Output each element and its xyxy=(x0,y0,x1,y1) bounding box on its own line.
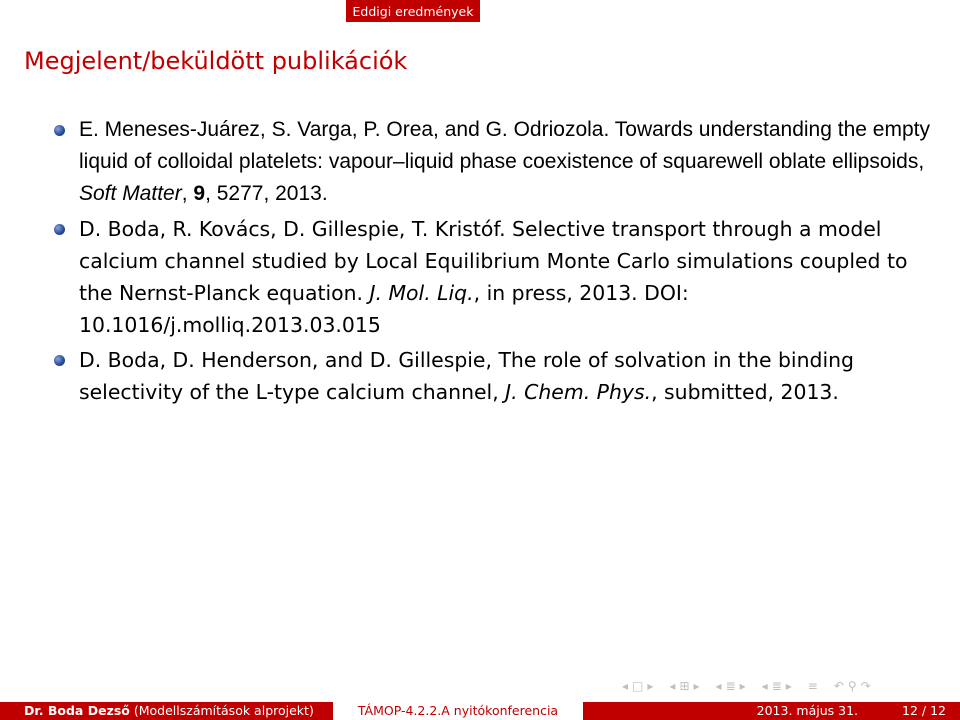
nav-forward-icon[interactable]: ↷ xyxy=(860,679,871,693)
nav-toc-icon[interactable]: ≡ xyxy=(807,679,818,693)
footer-bar xyxy=(0,702,960,720)
footer-author: Dr. Boda Dezső xyxy=(24,703,130,718)
frame-title: Megjelent/beküldött publikációk xyxy=(24,47,408,75)
reference-text: E. Meneses-Juárez, S. Varga, P. Orea, and G. Odriozola. Towards understanding the empty liquid of colloidal platelets: vapour–liquid phase coexistence of squarewell oblate ellipsoids, xyxy=(79,118,930,173)
footer-affiliation: (Modellszámítások alprojekt) xyxy=(133,703,314,718)
footer-date-box xyxy=(583,702,960,720)
footer-page-number: 12 / 12 xyxy=(902,703,946,718)
nav-next-subsection-icon[interactable]: ▸ xyxy=(739,679,746,693)
reference-item xyxy=(54,114,939,210)
nav-next-slide-icon[interactable]: ▸ xyxy=(647,679,654,693)
volume-number: 9 xyxy=(193,182,206,205)
nav-frame-icon[interactable]: ⊞ xyxy=(679,679,690,693)
reference-text: D. Boda, D. Henderson, and D. Gillespie, The role of solvation in the binding selectivity of the L-type calcium channel, xyxy=(79,348,854,404)
nav-section-icon[interactable]: ≣ xyxy=(771,679,782,693)
bullet-icon xyxy=(54,355,65,366)
header-bar xyxy=(0,0,960,22)
footer-event: TÁMOP-4.2.2.A nyitókonferencia xyxy=(333,702,583,720)
bullet-icon xyxy=(54,125,65,136)
nav-next-section-icon[interactable]: ▸ xyxy=(785,679,792,693)
reference-text: D. Boda, R. Kovács, D. Gillespie, T. Kristóf. Selective transport through a model calcium channel studied by Local Equilibrium Monte Carlo simulations coupled to the Nernst-Planck equation. xyxy=(79,217,908,305)
bullet-icon xyxy=(54,224,65,235)
section-tab[interactable]: Eddigi eredmények xyxy=(346,0,480,22)
journal-name: J. Chem. Phys. xyxy=(505,380,652,404)
nav-next-frame-icon[interactable]: ▸ xyxy=(693,679,700,693)
journal-name: J. Mol. Liq. xyxy=(369,281,474,305)
journal-name: Soft Matter xyxy=(79,182,182,205)
reference-item xyxy=(54,344,939,408)
footer-date: 2013. május 31. xyxy=(756,703,859,718)
nav-prev-slide-icon[interactable]: ◂ xyxy=(622,679,629,693)
reference-text: , in press, 2013. DOI: 10.1016/j.molliq.2013.03.015 xyxy=(79,281,689,337)
nav-subsection-icon[interactable]: ≣ xyxy=(725,679,736,693)
nav-prev-subsection-icon[interactable]: ◂ xyxy=(715,679,722,693)
footer-author-box xyxy=(0,702,333,720)
reference-text: , 5277, 2013. xyxy=(205,182,328,205)
reference-list xyxy=(54,114,939,411)
nav-prev-frame-icon[interactable]: ◂ xyxy=(669,679,676,693)
nav-slide-icon[interactable]: □ xyxy=(632,679,644,693)
navigation-symbols xyxy=(622,678,871,694)
reference-text: , xyxy=(181,182,194,205)
nav-prev-section-icon[interactable]: ◂ xyxy=(761,679,768,693)
reference-item xyxy=(54,213,939,341)
reference-text: , submitted, 2013. xyxy=(651,380,839,404)
nav-search-icon[interactable]: ⚲ xyxy=(847,679,857,693)
nav-back-icon[interactable]: ↶ xyxy=(833,679,844,693)
